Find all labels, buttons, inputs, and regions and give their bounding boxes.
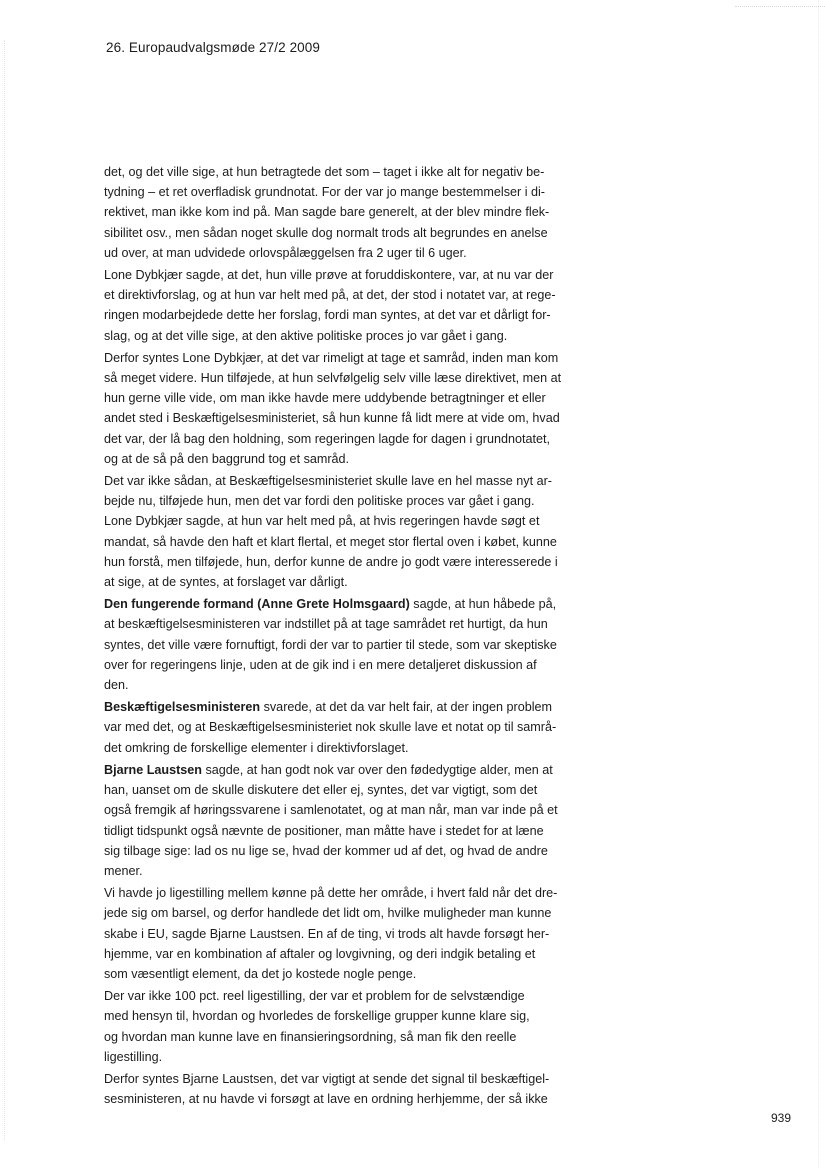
line-text: sagde, at hun håbede på,	[409, 597, 557, 612]
text-line	[104, 924, 588, 944]
text-line	[104, 1047, 588, 1067]
line-text: slag, og at det ville sige, at den aktive politiske proces jo var gået i gang.	[104, 328, 508, 343]
text-line	[104, 285, 588, 305]
text-line	[104, 944, 588, 964]
page-number: 939	[771, 1111, 792, 1125]
text-line	[104, 614, 588, 634]
text-line	[104, 491, 588, 511]
line-text: Lone Dybkjær sagde, at hun var helt med på, at hvis regeringen havde søgt et	[104, 514, 540, 529]
text-line	[104, 511, 588, 531]
line-text: var med det, og at Beskæftigelsesministeriet nok skulle lave et notat op til samrå-	[104, 720, 557, 735]
line-text: over for regeringens linje, uden at de gik ind i en mere detaljeret diskussion af	[104, 657, 537, 672]
text-line	[104, 1027, 588, 1047]
line-text: og hvordan man kunne lave en finansieringsordning, så man fik den reelle	[104, 1029, 517, 1044]
paragraph	[104, 594, 588, 695]
paragraph	[104, 265, 588, 346]
line-text: et direktivforslag, og at hun var helt med på, at det, der stod i notatet var, at rege-	[104, 288, 556, 303]
paragraph	[104, 162, 588, 263]
text-line	[104, 202, 588, 222]
line-text: rektivet, man ikke kom ind på. Man sagde bare generelt, at der blev mindre flek-	[104, 205, 550, 220]
line-text: at sige, at de syntes, at forslaget var dårligt.	[104, 575, 348, 590]
text-line	[104, 1089, 588, 1109]
line-text: svarede, at det da var helt fair, at der ingen problem	[260, 700, 553, 715]
text-line	[104, 861, 588, 881]
text-line	[104, 532, 588, 552]
line-text: Vi havde jo ligestilling mellem kønne på dette her område, i hvert fald når det dre-	[104, 886, 558, 901]
line-text: at beskæftigelsesministeren var indstillet på at tage samrådet ret hurtigt, da hun	[104, 617, 548, 632]
text-line	[104, 635, 588, 655]
text-line	[104, 800, 588, 820]
line-text: og at de så på den baggrund tog et samråd.	[104, 451, 350, 466]
line-text: tidligt tidspunkt også nævnte de positioner, man måtte have i stedet for at læne	[104, 823, 544, 838]
text-line	[104, 964, 588, 984]
text-line	[104, 655, 588, 675]
text-line	[104, 841, 588, 861]
text-line	[104, 1069, 588, 1089]
text-line	[104, 449, 588, 469]
line-text: bejde nu, tilføjede hun, men det var fordi den politiske proces var gået i gang.	[104, 494, 535, 509]
line-text: som væsentligt element, da det jo kostede nogle penge.	[104, 966, 417, 981]
text-line	[104, 162, 588, 182]
paragraph	[104, 697, 588, 758]
text-line	[104, 305, 588, 325]
line-text: andet sted i Beskæftigelsesministeriet, så hun kunne få lidt mere at vide om, hvad	[104, 411, 560, 426]
text-line	[104, 903, 588, 923]
scan-edge-top	[735, 6, 825, 7]
text-line	[104, 986, 588, 1006]
paragraph	[104, 760, 588, 881]
paragraph	[104, 1069, 588, 1109]
line-text: Der var ikke 100 pct. reel ligestilling, der var et problem for de selvstændige	[104, 989, 525, 1004]
speaker-name: Beskæftigelsesministeren	[104, 700, 261, 715]
line-text: tydning – et ret overfladisk grundnotat. For der var jo mange bestemmelser i di-	[104, 185, 545, 200]
line-text: mener.	[104, 863, 143, 878]
line-text: mandat, så havde den haft et klart flertal, et meget stor flertal oven i købet, kunne	[104, 534, 557, 549]
document-body	[104, 162, 588, 1111]
text-line	[104, 348, 588, 368]
line-text: ringen modarbejdede dette her forslag, fordi man syntes, at det var et dårligt for-	[104, 308, 551, 323]
text-line	[104, 326, 588, 346]
line-text: med hensyn til, hvordan og hvorledes de forskellige grupper kunne klare sig,	[104, 1009, 530, 1024]
line-text: ligestilling.	[104, 1049, 163, 1064]
text-line	[104, 760, 588, 780]
line-text: den.	[104, 678, 129, 693]
text-line	[104, 429, 588, 449]
text-line	[104, 1006, 588, 1026]
line-text: sesministeren, at nu havde vi forsøgt at lave en ordning herhjemme, der så ikke	[104, 1092, 548, 1107]
line-text: hun forstå, men tilføjede, hun, derfor kunne de andre jo godt være interesserede i	[104, 554, 558, 569]
text-line	[104, 883, 588, 903]
text-line	[104, 780, 588, 800]
paragraph	[104, 471, 588, 592]
line-text: ud over, at man udvidede orlovspålæggelsen fra 2 uger til 6 uger.	[104, 245, 467, 260]
scan-edge-left	[4, 40, 5, 1140]
line-text: sig tilbage sige: lad os nu lige se, hvad der kommer ud af det, og hvad de andre	[104, 843, 548, 858]
text-line	[104, 408, 588, 428]
text-line	[104, 738, 588, 758]
page-header: 26. Europaudvalgsmøde 27/2 2009	[106, 40, 320, 55]
text-line	[104, 265, 588, 285]
text-line	[104, 388, 588, 408]
line-text: skabe i EU, sagde Bjarne Laustsen. En af de ting, vi trods alt havde forsøgt her-	[104, 926, 550, 941]
line-text: så meget videre. Hun tilføjede, at hun selvfølgelig selv ville læse direktivet, men at	[104, 371, 562, 386]
text-line	[104, 675, 588, 695]
text-line	[104, 594, 588, 614]
text-line	[104, 243, 588, 263]
text-line	[104, 821, 588, 841]
line-text: det omkring de forskellige elementer i direktivforslaget.	[104, 740, 409, 755]
paragraph	[104, 883, 588, 984]
text-line	[104, 552, 588, 572]
line-text: jede sig om barsel, og derfor handlede det lidt om, hvilke muligheder man kunne	[104, 906, 552, 921]
line-text: sagde, at han godt nok var over den fødedygtige alder, men at	[201, 762, 553, 777]
speaker-name: Bjarne Laustsen	[104, 762, 202, 777]
line-text: syntes, det ville være fornuftigt, fordi der var to partier til stede, som var skeptiske	[104, 637, 557, 652]
line-text: han, uanset om de skulle diskutere det eller ej, syntes, det var vigtigt, som det	[104, 783, 538, 798]
line-text: også fremgik af høringssvarene i samlenotatet, og at man når, man var inde på et	[104, 803, 558, 818]
text-line	[104, 223, 588, 243]
scan-edge-right	[818, 0, 819, 1168]
text-line	[104, 368, 588, 388]
line-text: hjemme, var en kombination af aftaler og lovgivning, og deri indgik betaling et	[104, 946, 536, 961]
paragraph	[104, 348, 588, 469]
line-text: sibilitet osv., men sådan noget skulle dog normalt trods alt begrundes en anelse	[104, 225, 548, 240]
text-line	[104, 572, 588, 592]
speaker-name: Den fungerende formand (Anne Grete Holmsgaard)	[104, 597, 410, 612]
line-text: hun gerne ville vide, om man ikke havde mere uddybende betragtninger et eller	[104, 391, 546, 406]
line-text: Derfor syntes Bjarne Laustsen, det var vigtigt at sende det signal til beskæftigel-	[104, 1071, 550, 1086]
text-line	[104, 471, 588, 491]
line-text: Derfor syntes Lone Dybkjær, at det var rimeligt at tage et samråd, inden man kom	[104, 350, 559, 365]
text-line	[104, 717, 588, 737]
line-text: det var, der lå bag den holdning, som regeringen lagde for dagen i grundnotatet,	[104, 431, 550, 446]
line-text: Lone Dybkjær sagde, at det, hun ville prøve at foruddiskontere, var, at nu var der	[104, 268, 554, 283]
text-line	[104, 697, 588, 717]
text-line	[104, 182, 588, 202]
line-text: Det var ikke sådan, at Beskæftigelsesministeriet skulle lave en hel masse nyt ar-	[104, 474, 552, 489]
line-text: det, og det ville sige, at hun betragtede det som – taget i ikke alt for negativ be-	[104, 165, 545, 179]
paragraph	[104, 986, 588, 1067]
